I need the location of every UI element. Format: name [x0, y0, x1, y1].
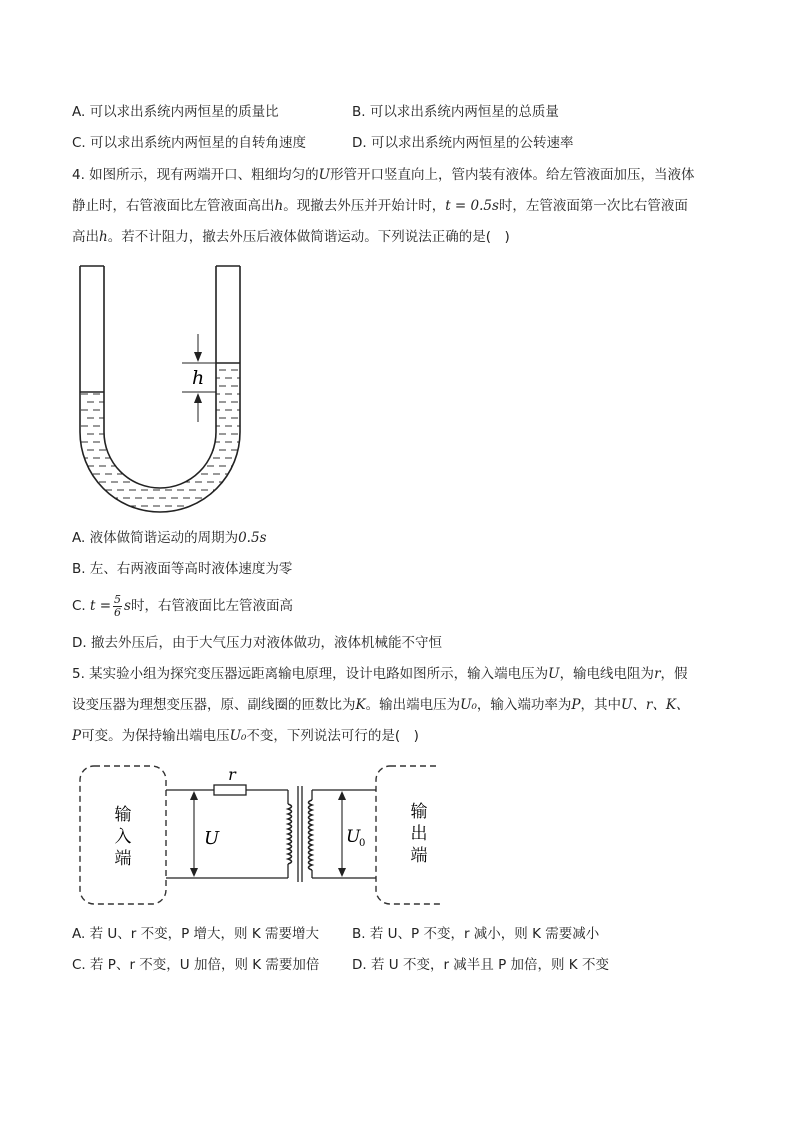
q4-stem-text: 高出 [72, 229, 99, 245]
q4-stem-line3 [72, 227, 510, 247]
input-box-char: 入 [114, 827, 132, 847]
q5-option-c[interactable]: C. 若 P、r 不变，U 加倍，则 K 需要加倍 [72, 957, 320, 973]
q5-option-d[interactable]: D. 若 U 不变，r 减半且 P 加倍，则 K 不变 [352, 957, 609, 973]
q4-time-value: t = 0.5s [445, 198, 499, 214]
q5-stem-line1: 5. 某实验小组为探究变压器远距离输电原理，设计电路如图所示，输入端电压为U，输电线电阻为r，假 [72, 666, 688, 682]
q4-option-c-unit: s [124, 598, 131, 614]
u-tube-figure [70, 262, 250, 514]
arrow-up-icon [190, 791, 198, 800]
q3-option-c[interactable]: C. 可以求出系统内两恒星的自转角速度 [72, 135, 307, 151]
q4-option-d[interactable]: D. 撤去外压后，由于大气压力对液体做功，液体机械能不守恒 [72, 635, 442, 651]
input-box-char: 端 [114, 849, 132, 869]
resistor-r [214, 785, 246, 795]
q4-option-a-text: A. 液体做简谐运动的周期为 [72, 530, 239, 546]
liquid-fill [81, 370, 250, 506]
q3-option-b[interactable]: B. 可以求出系统内两恒星的总质量 [352, 104, 559, 120]
q4-stem-line1 [72, 165, 695, 185]
q4-stem-text: 静止时，右管液面比左管液面高出 [72, 198, 275, 214]
output-box-char: 输 [410, 802, 428, 822]
q4-var-h: h [274, 198, 284, 214]
resistor-r-label: r [228, 765, 236, 784]
q4-option-a[interactable] [72, 528, 267, 548]
secondary-coil [309, 800, 313, 870]
voltage-u0-subscript: 0 [359, 838, 366, 849]
q4-stem-text: 4. 如图所示，现有两端开口、粗细均匀的 [72, 167, 319, 183]
q4-option-a-value: 0.5s [238, 530, 267, 546]
primary-coil [288, 804, 292, 864]
q4-stem-text: 。若不计阻力，撤去外压后液体做简谐运动。下列说法正确的是( ) [107, 229, 510, 245]
arrow-down-icon [190, 868, 198, 877]
h-label: h [192, 367, 205, 389]
arrow-up-icon [338, 791, 346, 800]
q3-option-a[interactable]: A. 可以求出系统内两恒星的质量比 [72, 104, 279, 120]
q4-stem-text: 形管开口竖直向上，管内装有液体。给左管液面加压，当液体 [330, 167, 695, 183]
input-box-char: 输 [114, 805, 132, 825]
q4-stem-line2 [72, 196, 688, 216]
circuit-figure [70, 760, 440, 910]
q5-option-b[interactable]: B. 若 U、P 不变，r 减小，则 K 需要减小 [352, 926, 600, 942]
q4-option-c[interactable] [72, 592, 293, 620]
output-box-char: 端 [410, 846, 428, 866]
q4-var-h: h [99, 229, 108, 245]
q5-stem-line3: P可变。为保持输出端电压U₀不变，下列说法可行的是( ) [72, 728, 419, 744]
output-terminal-box [376, 766, 440, 904]
h-arrow-down-icon [194, 352, 202, 362]
voltage-u0-label: U [346, 827, 361, 847]
q4-option-c-fraction: $\frac{5}{6}$ [114, 592, 122, 619]
arrow-down-icon [338, 868, 346, 877]
output-box-char: 出 [410, 824, 428, 844]
q5-stem-line2: 设变压器为理想变压器，原、副线圈的匝数比为K。输出端电压为U₀，输入端功率为P，其中U、r、K、 [72, 697, 690, 713]
voltage-u-label: U [204, 828, 220, 849]
q5-option-a[interactable]: A. 若 U、r 不变，P 增大，则 K 需要增大 [72, 926, 319, 942]
q4-option-c-t: t = [90, 598, 112, 614]
q4-option-b[interactable]: B. 左、右两液面等高时液体速度为零 [72, 561, 293, 577]
q4-stem-text: 。现撤去外压并开始计时， [283, 198, 446, 214]
q4-stem-text: 时，左管液面第一次比右管液面 [498, 198, 688, 214]
q4-option-c-text: C. [72, 598, 91, 614]
q3-option-d[interactable]: D. 可以求出系统内两恒星的公转速率 [352, 135, 574, 151]
h-arrow-up-icon [194, 393, 202, 403]
q4-option-c-text: 时，右管液面比左管液面高 [130, 598, 293, 614]
q4-var-u: U [318, 167, 331, 183]
